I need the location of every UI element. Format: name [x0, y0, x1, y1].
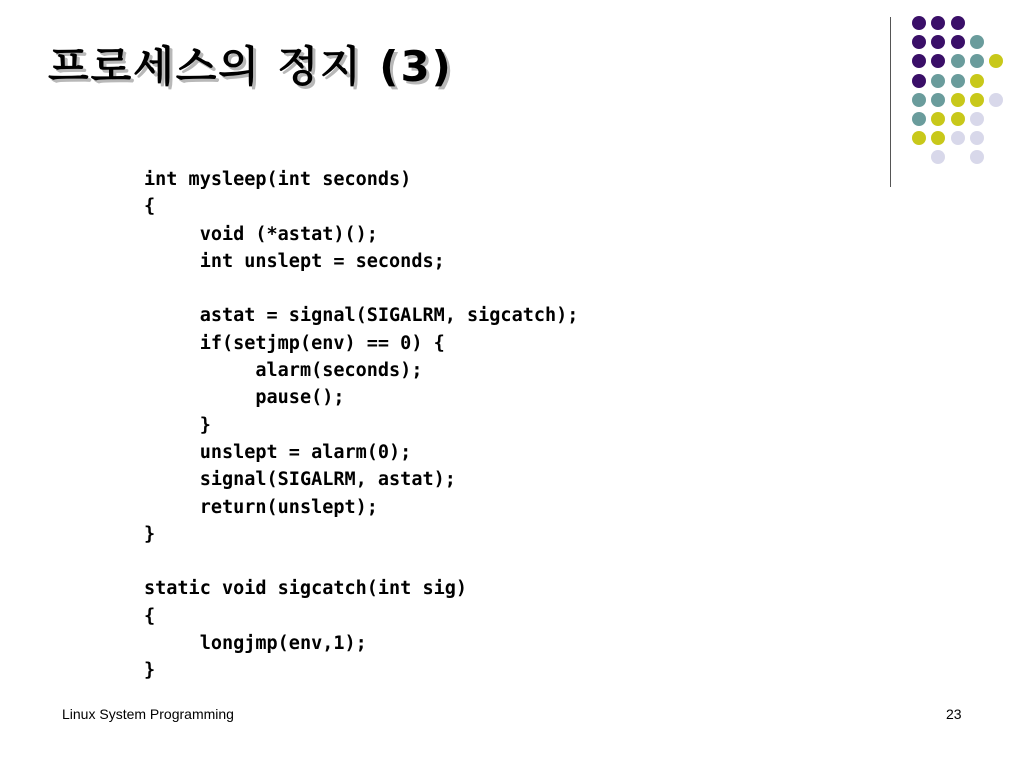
- decorative-dot: [931, 131, 945, 145]
- decorative-dot: [989, 54, 1003, 68]
- decorative-dot: [951, 93, 965, 107]
- decorative-dot: [951, 112, 965, 126]
- decorative-dot: [951, 54, 965, 68]
- decorative-dot: [951, 35, 965, 49]
- decorative-dot: [912, 54, 926, 68]
- decorative-dot: [970, 150, 984, 164]
- decorative-dot: [912, 35, 926, 49]
- decorative-dot: [931, 35, 945, 49]
- decorative-dot: [912, 16, 926, 30]
- decorative-dot: [951, 74, 965, 88]
- decorative-dot: [931, 16, 945, 30]
- decorative-dot: [951, 131, 965, 145]
- decorative-dot: [931, 93, 945, 107]
- decorative-dot: [970, 54, 984, 68]
- decorative-dot: [931, 54, 945, 68]
- decorative-dot: [912, 74, 926, 88]
- decorative-dot: [970, 112, 984, 126]
- decorative-dot: [989, 93, 1003, 107]
- decorative-dot: [970, 74, 984, 88]
- decorative-dot: [931, 112, 945, 126]
- footer-page-number: 23: [946, 706, 962, 722]
- footer-course-name: Linux System Programming: [62, 706, 234, 722]
- code-block: int mysleep(int seconds) { void (*astat)(); int unslept = seconds; astat = signal(SIGALRM, sigcatch); if(setjmp(env) == 0) { alarm(seconds); pause(); } unslept = alarm(0); signal(SIGALRM, astat); return(unslept); } static void sigcatch(int sig) { longjmp(env,1); }: [144, 169, 579, 682]
- decorative-dot: [970, 131, 984, 145]
- decorative-dot: [912, 112, 926, 126]
- decorative-dot: [970, 35, 984, 49]
- slide-title: 프로세스의 정지 (3): [48, 42, 453, 91]
- decorative-dot: [951, 16, 965, 30]
- decorative-dot: [931, 150, 945, 164]
- decorative-dot: [912, 93, 926, 107]
- decorative-dot: [931, 74, 945, 88]
- decorative-dot: [912, 131, 926, 145]
- decorative-dot: [970, 93, 984, 107]
